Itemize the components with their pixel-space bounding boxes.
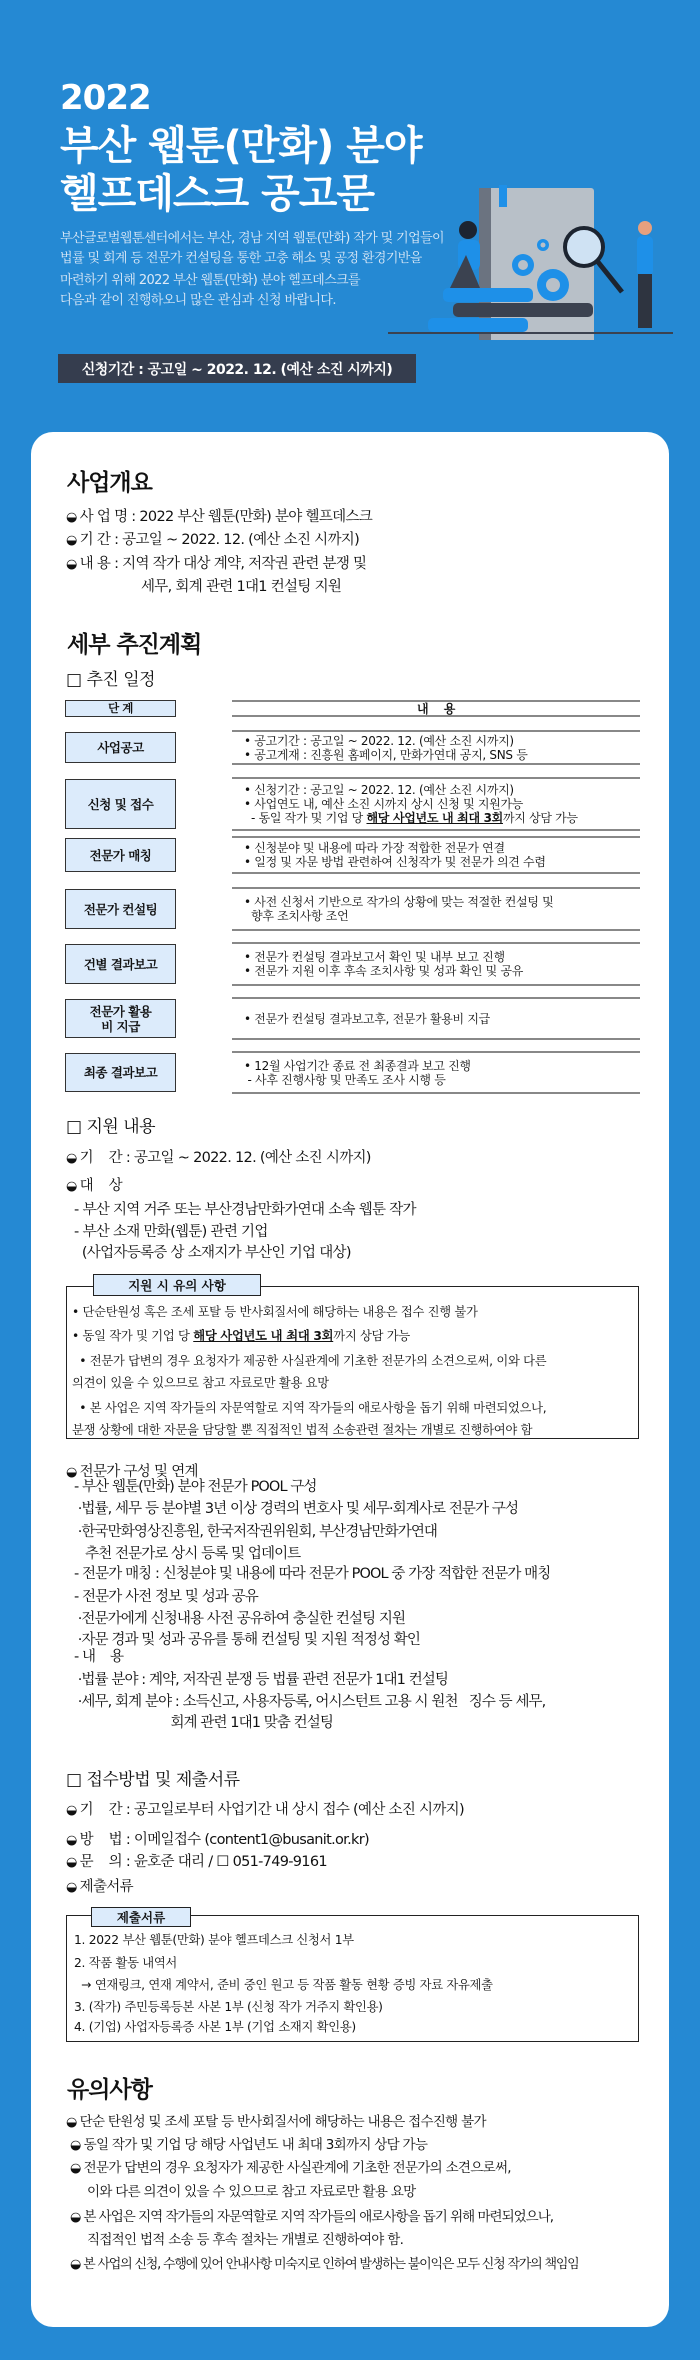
overview-heading: 사업개요 — [67, 470, 152, 496]
header-description-line: 마련하기 위해 2022 부산 웹툰(만화) 분야 헬프데스크를 — [60, 273, 360, 288]
books-stack-icon — [443, 288, 533, 302]
expert-line: ·전문가에게 신청내용 사전 공유하여 충실한 컨설팅 지원 — [74, 1611, 406, 1627]
application-period-banner: 신청기간 : 공고일 ~ 2022. 12. (예산 소진 시까지) — [58, 354, 416, 383]
schedule-content — [232, 942, 640, 986]
schedule-content — [232, 1051, 640, 1094]
notice-line: • 본 사업은 지역 작가들의 자문역할로 지역 작가들의 애로사항을 돕기 위해 마련되었으나, — [72, 1401, 547, 1415]
schedule-content-line: • 공고기간 : 공고일 ~ 2022. 12. (예산 소진 시까지) — [244, 733, 514, 748]
schedule-title: □ 추진 일정 — [66, 670, 156, 690]
support-title: □ 지원 내용 — [66, 1117, 156, 1137]
schedule-content-line: 향후 조치사항 조언 — [244, 909, 349, 923]
schedule-content-line: - 동일 작가 및 기업 당 해당 사업년도 내 최대 3회까지 상담 가능 — [244, 811, 578, 825]
overview-line: ◒ 내 용 : 지역 작가 대상 계약, 저작권 관련 분쟁 및 — [66, 554, 366, 575]
notice-line: 분쟁 상황에 대한 자문을 담당할 뿐 직접적인 법적 소송관련 절차는 개별로 진행하여야 함 — [72, 1423, 533, 1437]
docs-item: 3. (작가) 주민등록등본 사본 1부 (신청 작가 거주지 확인용) — [74, 2000, 383, 2014]
support-target-line: (사업자등록증 상 소재지가 부산인 기업 대상) — [74, 1245, 351, 1261]
support-notice-label: 지원 시 유의 사항 — [93, 1274, 261, 1296]
caution-line: ◒ 동일 작가 및 기업 당 해당 사업년도 내 최대 3회까지 상담 가능 — [70, 2135, 427, 2156]
overview-line: ◒ 기 간 : 공고일 ~ 2022. 12. (예산 소진 시까지) — [66, 530, 359, 551]
expert-line: ·자문 경과 및 성과 공유를 통해 컨설팅 및 지원 적정성 확인 — [74, 1632, 420, 1648]
support-target: ◒ 대 상 — [66, 1176, 122, 1197]
schedule-content — [232, 836, 640, 874]
schedule-header-content: 내 용 — [232, 700, 640, 717]
schedule-content-line: • 전문가 컨설팅 결과보고후, 전문가 활용비 지급 — [244, 1011, 490, 1026]
header-title-line2: 헬프데스크 공고문 — [60, 171, 375, 217]
support-target-line: - 부산 지역 거주 또는 부산경남만화가연대 소속 웹툰 작가 — [74, 1202, 416, 1218]
docs-item: 2. 작품 활동 내역서 — [74, 1956, 178, 1970]
docs-item: 1. 2022 부산 웹툰(만화) 분야 헬프데스크 신청서 1부 — [74, 1933, 354, 1947]
support-period: ◒ 기 간 : 공고일 ~ 2022. 12. (예산 소진 시까지) — [66, 1148, 371, 1169]
schedule-stage: 전문가 컨설팅 — [65, 889, 176, 929]
docs-label: 제출서류 — [91, 1907, 191, 1927]
schedule-stage: 건별 결과보고 — [65, 944, 176, 984]
apply-line: ◒ 문 의 : 윤호준 대리 / ☐ 051-749-9161 — [66, 1852, 327, 1873]
notice-line: 의견이 있을 수 있으므로 참고 자료로만 활용 요망 — [72, 1376, 329, 1390]
apply-line: ◒ 방 법 : 이메일접수 (content1@busanit.or.kr) — [66, 1830, 369, 1851]
caution-line: ◒ 단순 탄원성 및 조세 포탈 등 반사회질서에 해당하는 내용은 접수진행 불가 — [66, 2112, 486, 2133]
header-description-line: 다음과 같이 진행하오니 많은 관심과 신청 바랍니다. — [60, 293, 336, 308]
schedule-stage: 전문가 활용비 지급 — [65, 999, 176, 1038]
schedule-stage: 전문가 매칭 — [65, 838, 176, 872]
schedule-content-line: • 신청기간 : 공고일 ~ 2022. 12. (예산 소진 시까지) — [244, 783, 514, 797]
expert-line: ·세무, 회계 분야 : 소득신고, 사용자등록, 어시스턴트 고용 시 원천 징수 등 세무, — [74, 1694, 546, 1710]
notice-line: • 전문가 답변의 경우 요청자가 제공한 사실관계에 기초한 전문가의 소견으로써, 이와 다른 — [72, 1354, 547, 1368]
schedule-content-line: • 공고게재 : 진흥원 홈페이지, 만화가연대 공지, SNS 등 — [244, 747, 528, 762]
schedule-header-stage: 단 계 — [65, 700, 176, 717]
apply-title: □ 접수방법 및 제출서류 — [66, 1770, 240, 1790]
header-year: 2022 — [60, 78, 151, 118]
schedule-content — [232, 887, 640, 931]
schedule-content — [232, 730, 640, 765]
schedule-content-line: • 사전 신청서 기반으로 작가의 상황에 맞는 적절한 컨설팅 및 — [244, 895, 554, 909]
schedule-content-line: • 사업연도 내, 예산 소진 시까지 상시 신청 및 지원가능 — [244, 797, 524, 811]
expert-line: ·법률, 세무 등 분야별 3년 이상 경력의 변호사 및 세무·회계사로 전문가 구성 — [74, 1501, 519, 1517]
expert-title: ◒ 전문가 구성 및 연계 — [66, 1462, 198, 1483]
expert-line: - 부산 웹툰(만화) 분야 전문가 POOL 구성 — [74, 1479, 317, 1495]
caution-line: ◒ 본 사업의 신청, 수행에 있어 안내사항 미숙지로 인하여 발생하는 불이익은 모두 신청 작가의 책임임 — [70, 2255, 579, 2275]
overview-line: 세무, 회계 관련 1대1 컨설팅 지원 — [141, 579, 342, 595]
header-description-line: 법률 및 회계 등 전문가 컨설팅을 통한 고충 해소 및 공정 환경기반을 — [60, 251, 422, 266]
schedule-content-line: • 전문가 지원 이후 후속 조치사항 및 성과 확인 및 공유 — [244, 964, 524, 978]
support-target-line: - 부산 소재 만화(웹툰) 관련 기업 — [74, 1224, 268, 1240]
schedule-content-line: - 사후 진행사항 및 만족도 조사 시행 등 — [244, 1072, 446, 1087]
caution-line: ◒ 전문가 답변의 경우 요청자가 제공한 사실관계에 기초한 전문가의 소견으로써, — [70, 2158, 511, 2179]
expert-line: 추천 전문가로 상시 등록 및 업데이트 — [74, 1546, 301, 1562]
schedule-content-line: • 12월 사업기간 종료 전 최종결과 보고 진행 — [244, 1058, 471, 1073]
notice-line: • 단순탄원성 혹은 조세 포탈 등 반사회질서에 해당하는 내용은 접수 진행 불가 — [72, 1305, 478, 1319]
docs-item: 4. (기업) 사업자등록증 사본 1부 (기업 소재지 확인용) — [74, 2020, 356, 2034]
plan-heading: 세부 추진계획 — [67, 632, 202, 658]
schedule-content-line: • 전문가 컨설팅 결과보고서 확인 및 내부 보고 진행 — [244, 950, 505, 964]
woman-figure-icon — [450, 221, 480, 288]
expert-line: - 내 용 — [74, 1649, 124, 1665]
caution-line: 직접적인 법적 소송 등 후속 절차는 개별로 진행하여야 함. — [87, 2232, 404, 2248]
cautions-heading: 유의사항 — [67, 2077, 152, 2103]
notice-line: • 동일 작가 및 기업 당 해당 사업년도 내 최대 3회까지 상담 가능 — [72, 1329, 410, 1343]
expert-line: ·법률 분야 : 계약, 저작권 분쟁 등 법률 관련 전문가 1대1 컨설팅 — [74, 1672, 449, 1688]
schedule-content-line: • 신청분야 및 내용에 따라 가장 적합한 전문가 연결 — [244, 841, 505, 855]
header-title-line1: 부산 웹툰(만화) 분야 — [60, 123, 422, 169]
expert-line: - 전문가 사전 정보 및 성과 공유 — [74, 1589, 258, 1605]
helpdesk-illustration — [388, 180, 673, 340]
expert-line: 회계 관련 1대1 맞춤 컨설팅 — [74, 1715, 333, 1731]
apply-line: ◒ 제출서류 — [66, 1877, 133, 1898]
schedule-content-line: • 일정 및 자문 방법 관련하여 신청작가 및 전문가 의견 수렴 — [244, 855, 546, 869]
schedule-stage: 최종 결과보고 — [65, 1053, 176, 1092]
schedule-content — [232, 997, 640, 1040]
expert-line: - 전문가 매칭 : 신청분야 및 내용에 따라 전문가 POOL 중 가장 적합한 전문가 매칭 — [74, 1566, 551, 1582]
caution-line: ◒ 본 사업은 지역 작가들의 자문역할로 지역 작가들의 애로사항을 돕기 위해 마련되었으나, — [70, 2207, 553, 2228]
schedule-stage: 신청 및 접수 — [65, 779, 176, 829]
schedule-content — [232, 777, 640, 831]
man-figure-icon — [637, 221, 653, 328]
caution-line: 이와 다른 의견이 있을 수 있으므로 참고 자료로만 활용 요망 — [87, 2184, 416, 2200]
overview-line: ◒ 사 업 명 : 2022 부산 웹툰(만화) 분야 헬프데스크 — [66, 507, 372, 528]
apply-line: ◒ 기 간 : 공고일로부터 사업기간 내 상시 접수 (예산 소진 시까지) — [66, 1800, 464, 1821]
schedule-stage: 사업공고 — [65, 732, 176, 763]
expert-line: ·한국만화영상진흥원, 한국저작권위원회, 부산경남만화가연대 — [74, 1524, 438, 1540]
docs-item: → 연재링크, 연재 계약서, 준비 중인 원고 등 작품 활동 현황 증빙 자료 자유제출 — [74, 1978, 493, 1992]
header-description-line: 부산글로벌웹툰센터에서는 부산, 경남 지역 웹툰(만화) 작가 및 기업들이 — [60, 231, 444, 246]
